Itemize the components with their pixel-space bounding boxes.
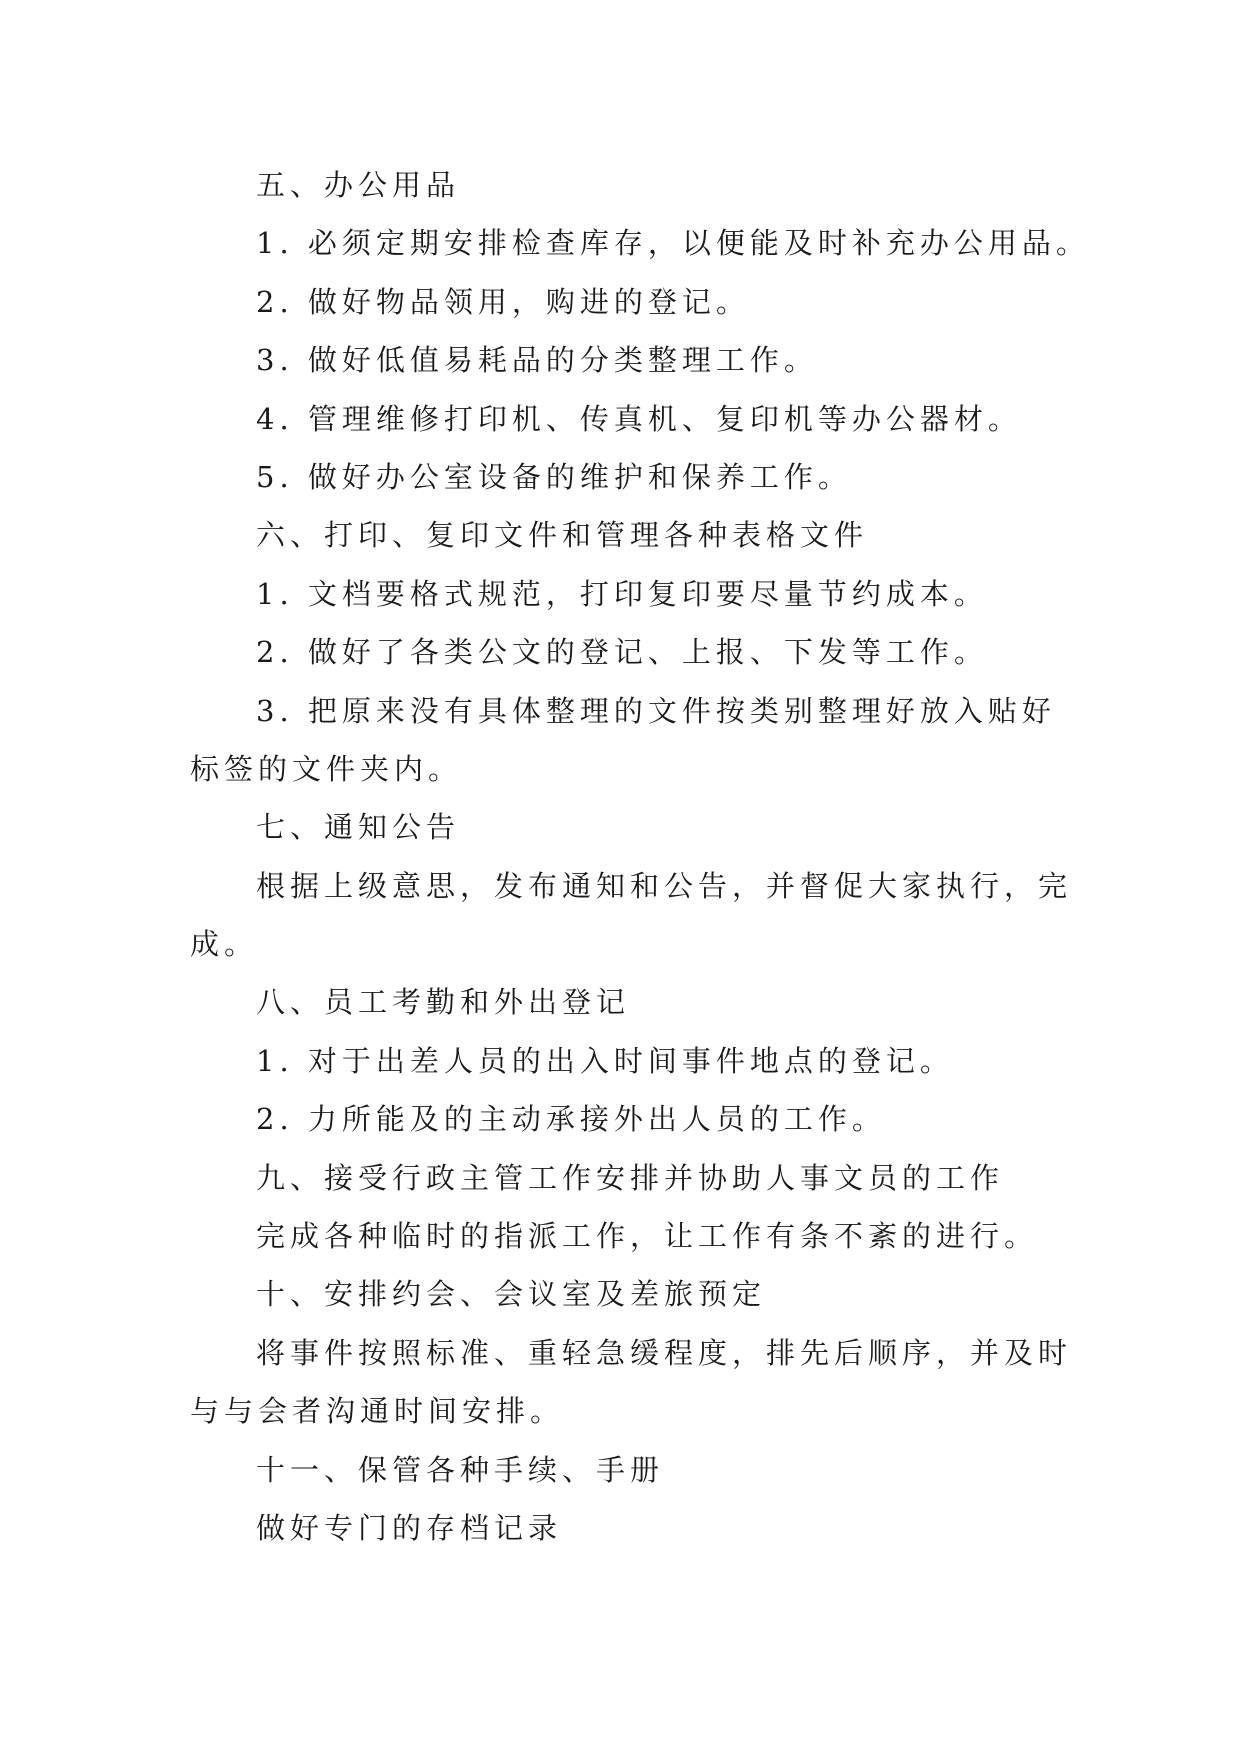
paragraph-continuation: 成。 — [190, 927, 259, 962]
section-heading-records: 十一、保管各种手续、手册 — [256, 1452, 665, 1487]
list-item: 1. 对于出差人员的出入时间事件地点的登记。 — [256, 1043, 954, 1078]
paragraph: 做好专门的存档记录 — [256, 1510, 563, 1545]
list-item: 4. 管理维修打印机、传真机、复印机等办公器材。 — [256, 401, 1022, 436]
list-item: 3. 做好低值易耗品的分类整理工作。 — [256, 343, 818, 378]
section-heading-scheduling: 十、安排约会、会议室及差旅预定 — [256, 1277, 767, 1312]
paragraph: 完成各种临时的指派工作，让工作有条不紊的进行。 — [256, 1219, 1039, 1254]
list-item: 2. 做好了各类公文的登记、上报、下发等工作。 — [256, 635, 988, 670]
list-item: 1. 文档要格式规范，打印复印要尽量节约成本。 — [256, 576, 988, 611]
list-item: 1. 必须定期安排检查库存，以便能及时补充办公用品。 — [256, 226, 1090, 261]
list-item: 2. 力所能及的主动承接外出人员的工作。 — [256, 1102, 886, 1137]
section-heading-notices: 七、通知公告 — [256, 810, 461, 845]
paragraph: 将事件按照标准、重轻急缓程度，排先后顺序，并及时 — [256, 1335, 1073, 1370]
list-item: 5. 做好办公室设备的维护和保养工作。 — [256, 459, 852, 494]
list-item: 2. 做好物品领用，购进的登记。 — [256, 284, 750, 319]
paragraph-continuation: 与与会者沟通时间安排。 — [190, 1394, 565, 1429]
section-heading-admin-tasks: 九、接受行政主管工作安排并协助人事文员的工作 — [256, 1160, 1005, 1195]
section-heading-attendance: 八、员工考勤和外出登记 — [256, 985, 631, 1020]
document-body — [190, 156, 1090, 1557]
list-item-continuation: 标签的文件夹内。 — [190, 751, 463, 786]
paragraph: 根据上级意思，发布通知和公告，并督促大家执行，完 — [256, 868, 1073, 903]
section-heading-printing: 六、打印、复印文件和管理各种表格文件 — [256, 518, 869, 553]
list-item: 3. 把原来没有具体整理的文件按类别整理好放入贴好 — [256, 693, 1056, 728]
section-heading-office-supplies: 五、办公用品 — [256, 168, 461, 202]
